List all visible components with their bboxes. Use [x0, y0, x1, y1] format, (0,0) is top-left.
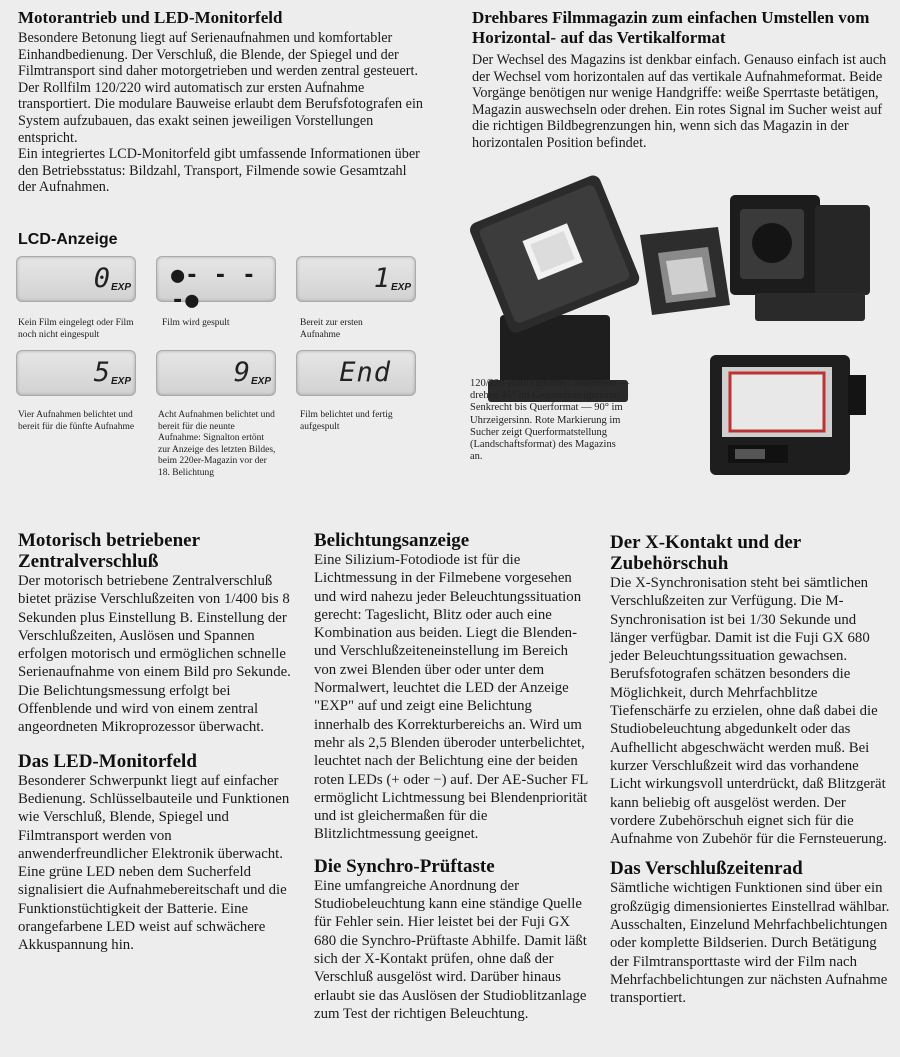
lcd-value: 0 [93, 263, 111, 294]
col2-body: Eine Silizium-Fotodiode ist für die Lichtmessung in der Filmebene vorgesehen und wird nahezu jeder Beleuchtungssituation gerecht: Tageslicht, Blitz oder auch eine Kombination aus beiden. Liegt die Blenden- und Verschlußzeiteneinstellung im Bereich von zwei Blenden über oder unter dem Normalwert, leuchtet die LED der Anzeige "EXP" auf und zeigt eine Belichtung innerhalb des Korrekturbereichs an. Wird um mehr als 2,5 Blenden überoder unterbelichtet, leuchtet nach der Belichtung eine der beiden roten LEDs (+ oder −) auf. Der AE-Sucher FL ermöglicht Lichtmessung bei Blendenpriorität und ist gleichermaßen für die Blitzlichtmessung geeignet. [314, 552, 588, 843]
lcd-panel-first [296, 256, 416, 302]
col3-body: Die X-Synchronisation steht bei sämtlichen Verschlußzeiten zur Verfügung. Die M-Synchronisation ist bei 1/30 Sekunde und länger verfügbar. Damit ist die Fuji GX 680 jeder Beleuchtungssituation gewachsen. Berufsfotografen schätzen besonders die Möglichkeit, durch Mehrfachblitze Tiefenschärfe zu erzielen, ohne daß dabei die Studiobeleuchtung abgedunkelt oder das Aufhellicht abgeschwächt werden muß. Bei kurzer Verschlußzeit wird das vorhandene Licht wirkungsvoll unterdrückt, daß Blitzgerät kann beliebig oft ausgelöst werden. Der vordere Zubehörschuh eignet sich für die Aufnahme von Zubehör für die Fernsteuerung. [610, 575, 887, 848]
lcd-unit: EXP [110, 282, 131, 293]
section-motor-title: Motorantrieb und LED-Monitorfeld [18, 8, 283, 27]
lcd-panel-winding [156, 256, 276, 313]
section-motor-body: Besondere Betonung liegt auf Serienaufnahmen und komfortabler Einhandbedienung. Der Verschluß, die Blende, der Spiegel und der Filmtransport sind daher motorgetrieben und werden zentral gesteuert. Der Rollfilm 120/220 wird automatisch zur ersten Aufnahme transportiert. Die modulare Bauweise erlaubt dem Berufsfotografen ein System aufzubauen, das exakt seinen jeweiligen Vorstellungen entspricht. [18, 30, 423, 146]
column-2 [314, 530, 590, 1023]
lcd-value: 5 [93, 357, 111, 388]
column-3 [610, 532, 890, 1008]
camera-back-photo [710, 355, 866, 475]
lcd-panel-end [296, 350, 416, 396]
lcd-value: End [339, 357, 391, 388]
column-1 [18, 530, 296, 955]
section-magazine-body: Der Wechsel des Magazins ist denkbar einfach. Genauso einfach ist auch der Wechsel vom horizontalen auf das vertikale Aufnahmeformat. Beide Vorgänge benötigen nur wenige Handgriffe: weiße Sperrtaste betätigen, Magazin auswechseln oder drehen. Ein rotes Signal im Sucher weist auf die richtigen Bildbegrenzungen hin, wenn sich das Magazin in der horizontalen Position befindet. [472, 52, 887, 151]
lcd-caption: Vier Aufnahmen belichtet und bereit für die fünfte Aufnahme [18, 410, 135, 432]
section-magazine-title: Drehbares Filmmagazin zum einfachen Umstellen vom Horizontal- auf das Vertikalformat [472, 8, 870, 47]
lcd-caption: Acht Aufnahmen belichtet und bereit für die neunte Aufnahme: Signalton ertönt zur Anzeige des letzten Bildes, beim 220er-Magazin vor der 18. Belichtung [158, 410, 276, 478]
col2-title: Belichtungsanzeige [314, 530, 470, 551]
film-back-photo [640, 227, 730, 315]
col3-body2: Sämtliche wichtigen Funktionen sind über ein großzügig dimensioniertes Einstellrad wählbar. Ausschalten, Einzelund Mehrfachbelichtungen oder komplette Bildserien. Durch Betätigung der Filmtransporttaste wird der Film nach Mehrfachbelichtungen zur nächsten Aufnahme transportiert. [610, 880, 890, 1007]
lcd-panel-nine [156, 350, 276, 396]
lcd-panel-empty [16, 256, 136, 302]
lcd-title: LCD-Anzeige [18, 231, 118, 248]
col2-title2: Die Synchro-Prüftaste [314, 855, 495, 877]
lcd-caption: Film wird gespult [162, 318, 230, 328]
lcd-caption: Film belichtet und fertig aufgespult [300, 410, 393, 432]
col1-body: Der motorisch betriebene Zentralverschluß bietet präzise Verschlußzeiten von 1/400 bis 8 Sekunden plus Einstellung B. Einstellung der Verschlußzeiten, Auslösen und Spannen erfolgen motorisch und ermöglichen schnelle Serienaufnahme von einem Bild pro Sekunde. Die Belichtungsmessung erfolgt bei Offenblende und wird von einem zentral angeordneten Mikroprozessor überwacht. [18, 573, 291, 736]
magazine-caption: 120/220-Rollfilmhalter: abnehmen — drehen 45° im Gegenuhrzeigersinn; Senkrecht bis Querformat — 90° im Uhrzeigersinn. Rote Markierung im Sucher zeigt Querformatstellung (Landschaftsformat) des Magazins an. [470, 378, 630, 463]
col3-title2: Das Verschlußzeitenrad [610, 858, 803, 880]
camera-rotated-back-photo [468, 175, 642, 402]
lcd-caption: Bereit zur ersten Aufnahme [300, 318, 363, 340]
lcd-caption: Kein Film eingelegt oder Film noch nicht eingespult [18, 318, 134, 340]
lcd-panel-five [16, 350, 136, 396]
section-motor-body2: Ein integriertes LCD-Monitorfeld gibt umfassende Informationen über den Betriebsstatus: Bildzahl, Transport, Filmende sowie Gesamtzahl der Aufnahmen. [18, 146, 420, 196]
col1-title: Motorisch betriebener Zentralverschluß [18, 530, 200, 572]
lcd-value: ●- - - -● [171, 263, 257, 313]
col1-title2: Das LED-Monitorfeld [18, 750, 197, 772]
col1-body2: Besonderer Schwerpunkt liegt auf einfacher Bedienung. Schlüsselbauteile und Funktionen wie Verschluß, Blende, Spiegel und Filmtransport werden von anwenderfreundlicher Elektronik überwacht. Eine grüne LED neben dem Sucherfeld signalisiert die Aufnahmebereitschaft und die Funktionstüchtigkeit der Batterie. Eine orangefarbene LED weist auf schwächere Akkuspannung hin. [18, 772, 290, 954]
camera-body-photo [730, 195, 870, 321]
lcd-value: 1 [373, 263, 391, 294]
section-motor [18, 8, 428, 196]
col2-body2: Eine umfangreiche Anordnung der Studiobeleuchtung kann eine ständige Quelle für Fehler sein. Hier leistet bei der Fuji GX 680 die Synchro-Prüftaste Abhilfe. Damit läßt sich der X-Kontakt prüfen, ohne daß der Verschluß ausgelöst wird. Darüber hinaus erlaubt sie das Auslösen der Studioblitzanlage zum Test der richtigen Beleuchtung. [314, 877, 587, 1022]
lcd-unit: EXP [390, 282, 411, 293]
lcd-unit: EXP [110, 376, 131, 387]
lcd-value: 9 [233, 357, 251, 388]
section-magazine [472, 8, 892, 152]
col3-title: Der X-Kontakt und der Zubehörschuh [610, 532, 801, 574]
lcd-unit: EXP [250, 376, 271, 387]
